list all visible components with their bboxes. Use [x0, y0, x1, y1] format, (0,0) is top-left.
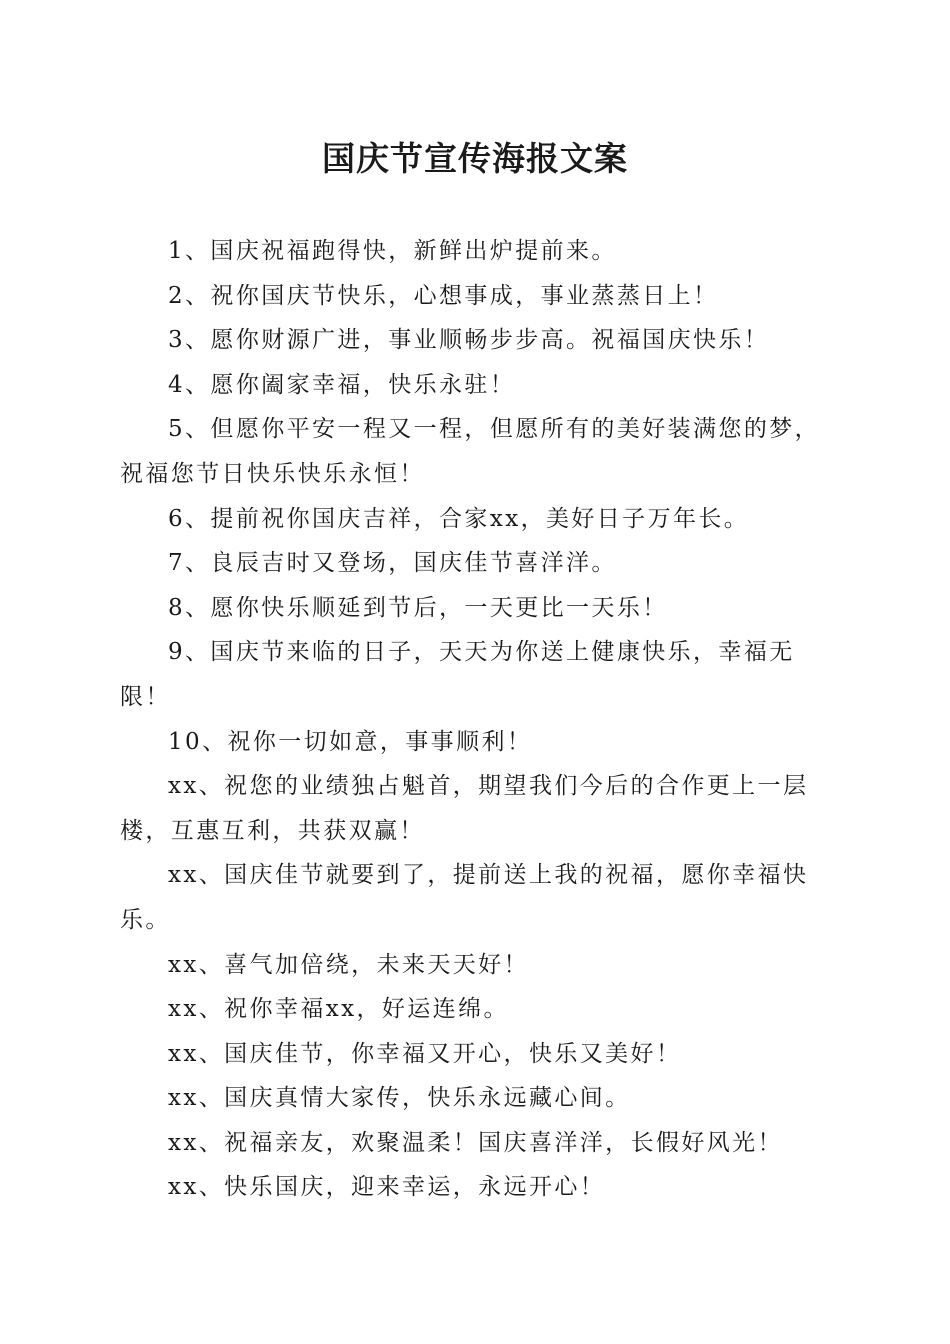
paragraph-18: xx、快乐国庆，迎来幸运，永远开心！: [168, 1174, 606, 1201]
paragraph-11: xx、祝您的业绩独占魁首，期望我们今后的合作更上一层楼，互惠互利，共获双赢！: [120, 773, 809, 844]
paragraph-7: 7、良辰吉时又登场，国庆佳节喜洋洋。: [168, 550, 617, 577]
document-title: 国庆节宣传海报文案: [322, 139, 628, 178]
paragraph-12: xx、国庆佳节就要到了，提前送上我的祝福，愿你幸福快乐。: [120, 862, 809, 933]
document-body: [120, 229, 832, 1210]
paragraph-5: 5、但愿你平安一程又一程，但愿所有的美好装满您的梦，祝福您节日快乐快乐永恒！: [120, 416, 821, 487]
paragraph-13: xx、喜气加倍绕，未来天天好！: [168, 951, 529, 978]
paragraph-2: 2、祝你国庆节快乐，心想事成，事业蒸蒸日上！: [168, 282, 719, 309]
paragraph-14: xx、祝你幸福xx，好运连绵。: [168, 996, 509, 1023]
paragraph-17: xx、祝福亲友，欢聚温柔！国庆喜洋洋，长假好风光！: [168, 1129, 783, 1156]
paragraph-3: 3、愿你财源广进，事业顺畅步步高。祝福国庆快乐！: [168, 327, 770, 354]
paragraph-8: 8、愿你快乐顺延到节后，一天更比一天乐！: [168, 594, 668, 621]
paragraph-10: 10、祝你一切如意，事事顺利！: [168, 728, 533, 755]
paragraph-6: 6、提前祝你国庆吉祥，合家xx，美好日子万年长。: [168, 505, 750, 532]
paragraph-4: 4、愿你阖家幸福，快乐永驻！: [168, 371, 516, 398]
paragraph-15: xx、国庆佳节，你幸福又开心，快乐又美好！: [168, 1040, 682, 1067]
paragraph-1: 1、国庆祝福跑得快，新鲜出炉提前来。: [168, 238, 617, 264]
paragraph-16: xx、国庆真情大家传，快乐永远藏心间。: [168, 1085, 631, 1112]
paragraph-9: 9、国庆节来临的日子，天天为你送上健康快乐，幸福无限！: [120, 639, 795, 710]
